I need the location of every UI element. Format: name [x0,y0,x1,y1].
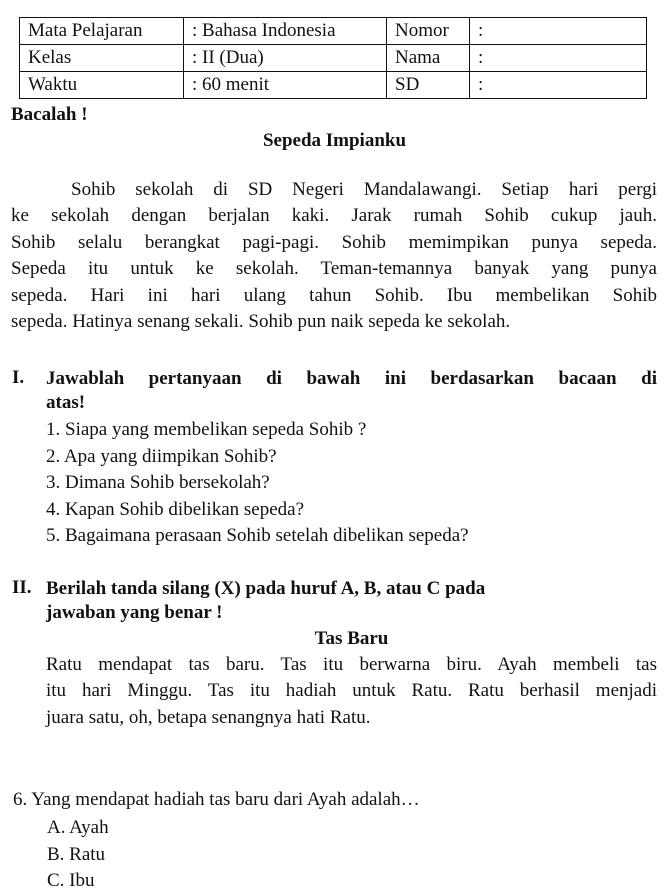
story-title: Sepeda Impianku [262,130,407,151]
story-line: sepeda. Hatinya senang sekali. Sohib pun naik sepeda ke sekolah. [11,311,511,333]
story-2-line: juara satu, oh, betapa senangnya hati Ratu. [46,706,371,728]
class-label: Kelas [20,45,184,72]
option-b[interactable]: B. Ratu [47,843,106,865]
question-6: 6. Yang mendapat hadiah tas baru dari Ayah adalah… [13,789,420,810]
story-paragraph [11,177,657,335]
school-value[interactable]: : [470,72,647,99]
section-2-line: Berilah tanda silang (X) pada huruf A, B, atau C pada [46,578,486,599]
list-item: 5. Bagaimana perasaan Sohib setelah dibelikan sepeda? [46,525,469,546]
table-row [20,18,647,45]
list-item: 4. Kapan Sohib dibelikan sepeda? [46,498,305,520]
time-value: : 60 menit [184,72,387,99]
story-line: Sohib sekolah di SD Negeri Mandalawangi. Setiap hari pergi [71,179,657,200]
story-2-line: itu hari Minggu. Tas itu hadiah untuk Ratu. Ratu berhasil menjadi [46,680,657,702]
story-line: Sohib selalu berangkat pagi-pagi. Sohib memimpikan punya sepeda. [11,231,657,253]
story-line: Sepeda itu untuk ke sekolah. Teman-temannya banyak yang punya [11,258,657,280]
section-2-instruction [46,577,586,625]
story-line: ke sekolah dengan berjalan kaki. Jarak rumah Sohib cukup jauh. [11,205,657,227]
school-label: SD [387,72,470,99]
section-1-line: Jawablah pertanyaan di bawah ini berdasarkan bacaan di [46,368,657,389]
list-item: 1. Siapa yang membelikan sepeda Sohib ? [46,419,367,440]
time-label: Waktu [20,72,184,99]
name-label: Nama [387,45,470,72]
answer-options [47,815,109,895]
option-c[interactable]: C. Ibu [47,870,95,891]
list-item: 3. Dimana Sohib bersekolah? [46,472,270,493]
table-row [20,72,647,99]
instruction-read: Bacalah ! [11,104,88,125]
story-2-paragraph [46,652,657,731]
story-line: sepeda. Hari ini hari ulang tahun Sohib. Ibu membelikan Sohib [11,284,657,306]
section-2-line: jawaban yang benar ! [46,602,223,623]
story-2-line: Ratu mendapat tas baru. Tas itu berwarna biru. Ayah membeli tas [46,654,657,675]
number-value[interactable]: : [470,18,647,45]
list-item: 2. Apa yang diimpikan Sohib? [46,445,277,467]
number-label: Nomor [387,18,470,45]
table-row [20,45,647,72]
class-value: : II (Dua) [184,45,387,72]
header-info-table [19,17,647,99]
section-1-instruction [46,367,657,415]
subject-value: : Bahasa Indonesia [184,18,387,45]
section-2-number: II. [12,577,32,598]
subject-label: Mata Pelajaran [20,18,184,45]
question-list [46,417,469,550]
story-2-title: Tas Baru [314,628,389,649]
section-1-line: atas! [46,392,86,413]
section-1-number: I. [12,367,25,388]
name-value[interactable]: : [470,45,647,72]
option-a[interactable]: A. Ayah [47,817,109,838]
